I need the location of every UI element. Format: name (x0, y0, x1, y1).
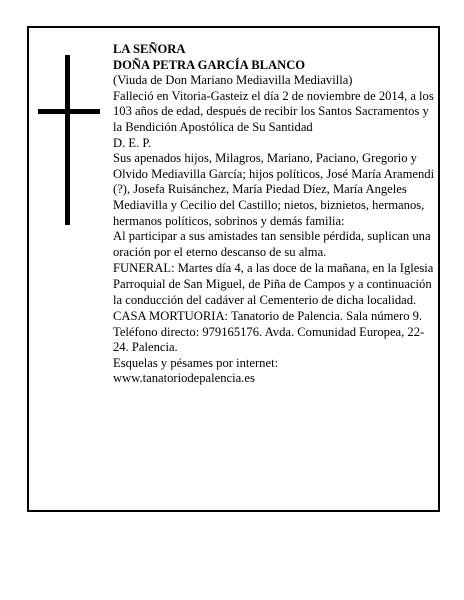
cross-vertical-bar (65, 55, 70, 225)
death-announcement: Falleció en Vitoria-Gasteiz el día 2 de noviembre de 2014, a los 103 años de edad, después de recibir los Santos Sacramentos y la Bendición Apostólica de Su Santidad (113, 88, 434, 134)
mortuary-paragraph: CASA MORTUORIA: Tanatorio de Palencia. Sala número 9. Teléfono directo: 979165176. Avda. Comunidad Europea, 22-24. Palencia. (113, 309, 425, 355)
obituary-text (113, 42, 437, 387)
obituary-notice (27, 26, 440, 512)
deceased-name: DOÑA PETRA GARCÍA BLANCO (113, 57, 306, 72)
funeral-paragraph: FUNERAL: Martes día 4, a las doce de la mañana, en la Iglesia Parroquial de San Miguel, de Piña de Campos y a continuación la conducción del cadáver al Cementerio de dicha localidad. (113, 261, 434, 307)
cross-horizontal-bar (38, 109, 100, 114)
website-text: www.tanatoriodepalencia.es (113, 371, 255, 386)
request-paragraph: Al participar a sus amistades tan sensible pérdida, suplican una oración por el eterno descanso de su alma. (113, 229, 431, 259)
rip-line: D. E. P. (113, 135, 152, 150)
family-paragraph: Sus apenados hijos, Milagros, Mariano, Paciano, Gregorio y Olvido Mediavilla García; hijos políticos, José María Aramendi (?), Josefa Ruisánchez, María Piedad Díez, María Angeles Mediavilla y Cecilio del Castillo; nietos, biznietos, hermanos, hermanos políticos, sobrinos y demás familia: (113, 151, 435, 228)
widow-of-line: (Viuda de Don Mariano Mediavilla Mediavilla) (113, 73, 353, 88)
title-line-1: LA SEÑORA (113, 42, 186, 56)
cross-icon (38, 55, 100, 225)
condolences-label: Esquelas y pésames por internet: (113, 355, 279, 370)
